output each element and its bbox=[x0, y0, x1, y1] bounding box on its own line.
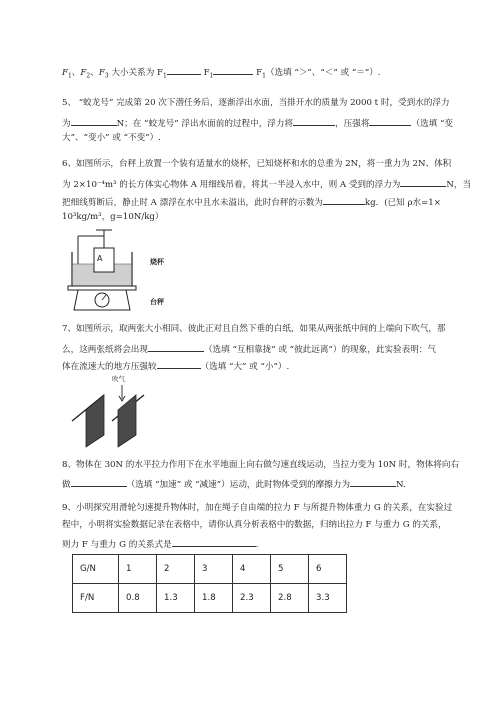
q7-text: 么，这两张纸将会出现 bbox=[62, 345, 148, 355]
q4-sub: 1 bbox=[262, 72, 266, 80]
q7-line-3 bbox=[62, 360, 289, 372]
q6-text: N，当 bbox=[446, 180, 472, 190]
q4-line bbox=[62, 66, 381, 80]
table-cell: 6 bbox=[309, 555, 347, 584]
answer-blank[interactable] bbox=[148, 343, 204, 352]
table-cell: 1.8 bbox=[195, 584, 233, 613]
figure-label-a: A bbox=[97, 254, 103, 263]
q5-line-3: 大”、“变小” 或 “不变”）. bbox=[62, 133, 161, 143]
q8-text: 做 bbox=[62, 480, 71, 490]
q5-text: N；在 “蛟龙号” 浮出水面前的过程中，浮力将 bbox=[116, 119, 294, 129]
symbol-f3: F bbox=[98, 68, 105, 78]
answer-blank[interactable] bbox=[167, 66, 201, 75]
figure-label-blow: 吹气 bbox=[112, 375, 125, 383]
answer-blank[interactable] bbox=[323, 196, 365, 205]
q6-line-3 bbox=[62, 196, 441, 208]
q7-text: （选填 “互相靠拢” 或 “彼此远离”）的现象，此实验表明：气 bbox=[203, 345, 436, 355]
q7-line-1: 7、如图所示，取两张大小相同、彼此正对且自然下垂的白纸，如果从两张纸中间的上端向下吹气，那 bbox=[62, 324, 446, 334]
figure-label-scale: 台秤 bbox=[150, 298, 164, 306]
answer-blank[interactable] bbox=[369, 117, 411, 126]
table-cell: 1 bbox=[119, 555, 157, 584]
q9-line-3 bbox=[62, 538, 258, 550]
q4-text: 大小关系为 F bbox=[108, 68, 164, 78]
answer-blank[interactable] bbox=[293, 117, 335, 126]
table-cell: 5 bbox=[271, 555, 309, 584]
q8-line-2 bbox=[62, 478, 406, 490]
table-cell: 4 bbox=[233, 555, 271, 584]
q6-line-2 bbox=[62, 178, 471, 190]
beaker-scale-figure bbox=[58, 226, 148, 316]
q9-line-1: 9、小明探究用滑轮匀速提升物体时，加在绳子自由端的拉力 F 与所提升物体重力 G 的关系，在实验过 bbox=[62, 503, 453, 513]
q8-text: （选填 “加速” 或 “减速”）运动，此时物体受到的摩擦力为 bbox=[126, 480, 351, 490]
q5-line-1: 5、 “蛟龙号” 完成第 20 次下潜任务后，逐渐浮出水面，当排开水的质量为 2000 t 时，受到水的浮力 bbox=[62, 98, 450, 108]
q7-line-2 bbox=[62, 343, 436, 355]
q5-text: 为 bbox=[62, 119, 71, 129]
table-cell: 1.3 bbox=[157, 584, 195, 613]
separator: 、 bbox=[90, 68, 99, 78]
symbol-f2-sub: 2 bbox=[86, 72, 91, 80]
answer-blank[interactable] bbox=[157, 360, 201, 369]
symbol-f2: F bbox=[80, 68, 87, 78]
answer-blank[interactable] bbox=[71, 478, 127, 487]
q4-text: F bbox=[253, 68, 263, 78]
table-row bbox=[73, 555, 347, 584]
q6-text: kg．(已知 ρ水=1× bbox=[364, 198, 441, 208]
q4-text: F bbox=[200, 68, 210, 78]
table-cell: 0.8 bbox=[119, 584, 157, 613]
table-cell: 2.3 bbox=[233, 584, 271, 613]
q5-text: ，压强将 bbox=[335, 119, 370, 129]
q9-text: 则力 F 与重力 G 的关系式是 bbox=[62, 540, 172, 550]
q5-line-2 bbox=[62, 117, 453, 129]
q6-text: 为 2×10⁻⁴m³ 的长方体实心物体 A 用细线吊着，将其一半浸入水中，则 A 受到的浮力为 bbox=[62, 180, 401, 190]
answer-blank[interactable] bbox=[172, 538, 256, 547]
answer-blank[interactable] bbox=[400, 178, 446, 187]
table-cell: G/N bbox=[73, 555, 119, 584]
q6-line-1: 6、如图所示，台秤上放置一个装有适量水的烧杯，已知烧杯和水的总重为 2N，将一重力为 2N、体积 bbox=[62, 159, 452, 169]
table-cell: F/N bbox=[73, 584, 119, 613]
separator: 、 bbox=[71, 68, 81, 78]
q4-sub: 1 bbox=[163, 72, 167, 80]
table-cell: 3 bbox=[195, 555, 233, 584]
q9-text: . bbox=[255, 540, 259, 550]
q6-line-4: 10³kg/m³，g=10N/kg） bbox=[62, 212, 164, 222]
table-row bbox=[73, 584, 347, 613]
q6-text: 把细线剪断后，静止时 A 漂浮在水中且水未溢出，此时台秤的示数为 bbox=[62, 198, 323, 208]
symbol-f1: F bbox=[62, 68, 68, 78]
q4-sub: 1 bbox=[209, 72, 214, 80]
answer-blank[interactable] bbox=[350, 478, 396, 487]
two-papers-figure bbox=[68, 373, 178, 448]
q7-text: （选填 “大” 或 “小”）. bbox=[200, 362, 290, 372]
table-cell: 2 bbox=[157, 555, 195, 584]
symbol-f1-sub: 1 bbox=[67, 72, 72, 80]
q8-text: N. bbox=[396, 480, 406, 490]
table-cell: 3.3 bbox=[309, 584, 347, 613]
q9-line-2: 程中，小明将实验数据记录在表格中，请你认真分析表格中的数据，归纳出拉力 F 与重力 G 的关系， bbox=[62, 520, 447, 530]
answer-blank[interactable] bbox=[71, 117, 117, 126]
table-cell: 2.8 bbox=[271, 584, 309, 613]
answer-blank[interactable] bbox=[213, 66, 253, 75]
data-table bbox=[72, 554, 347, 613]
q8-line-1: 8、物体在 30N 的水平拉力作用下在水平地面上向右做匀速直线运动，当拉力变为 10N 时，物体将向右 bbox=[62, 460, 460, 470]
q7-text: 体在流速大的地方压强较 bbox=[62, 362, 157, 372]
q5-text: （选填 “变 bbox=[411, 119, 453, 129]
q4-text: （选填 “＞”、“＜” 或 “＝”）. bbox=[265, 68, 381, 78]
figure-label-beaker: 烧杯 bbox=[150, 258, 164, 266]
symbol-f3-sub: 3 bbox=[104, 72, 109, 80]
